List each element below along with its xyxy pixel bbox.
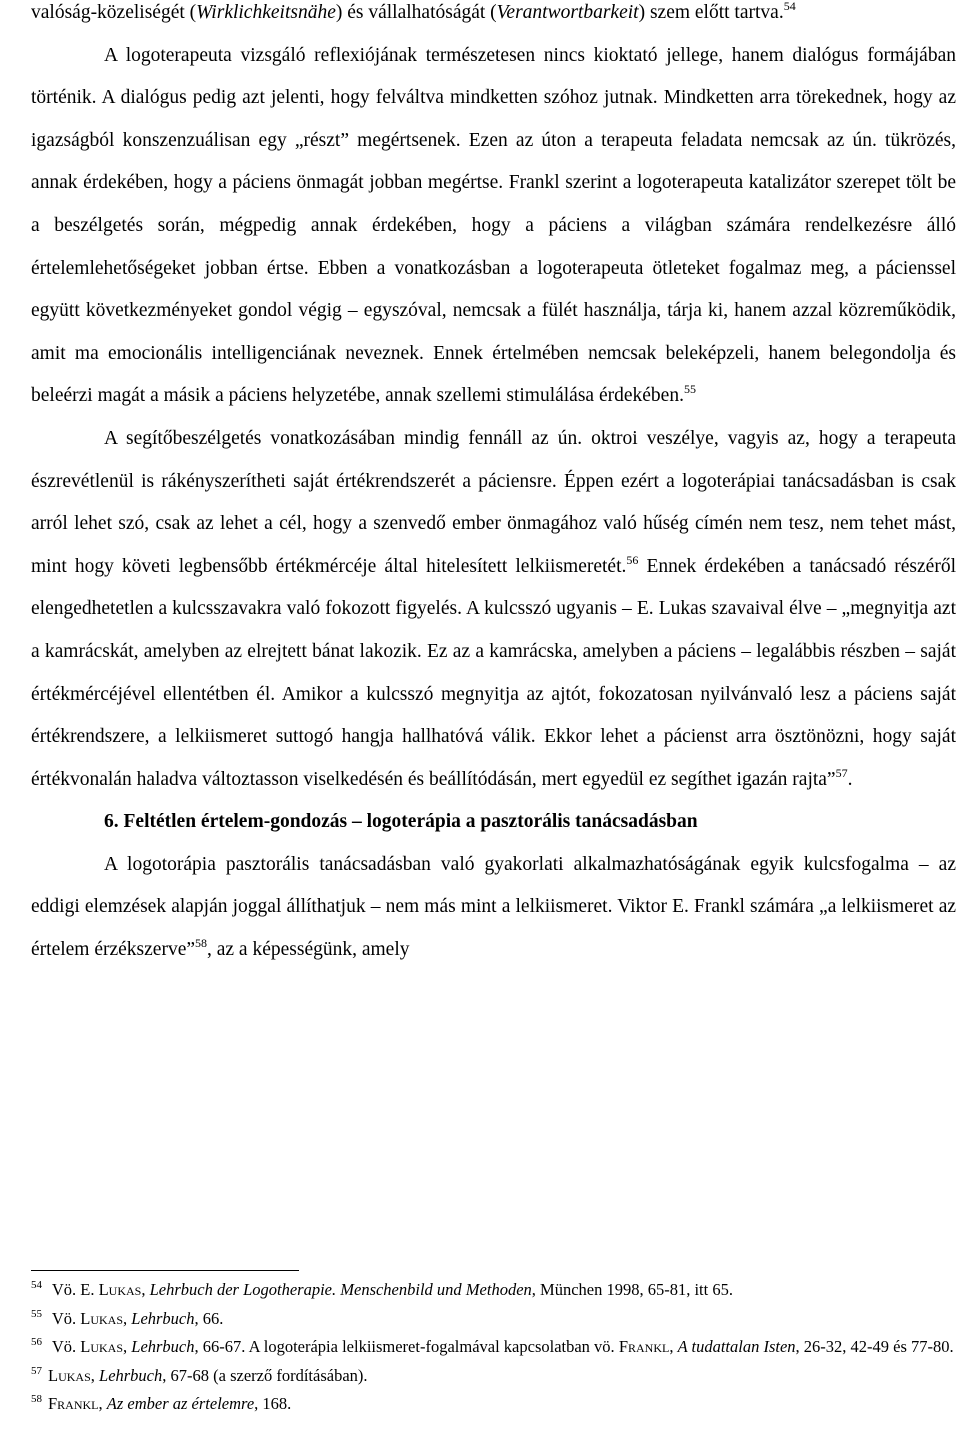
text-run: , — [123, 1337, 132, 1356]
italic-term: Verantwortbarkeit — [496, 2, 639, 23]
text-run: A logotorápia pasztorális tanácsadásban való gyakorlati alkalmazhatóságának egyik kulcsfogalma – az eddigi elemzések alapján joggal állíthatjuk – nem más mint a lelkiismeret. Viktor E. Frankl számára „a lelkiismeret az értelem érzékszerve” — [31, 853, 956, 961]
footnote-ref-58[interactable]: 58 — [195, 936, 207, 951]
book-title: Lehrbuch der Logotherapie. Menschenbild und Methoden — [149, 1280, 532, 1299]
book-title: A tudattalan Isten — [677, 1337, 796, 1356]
footnote-57 — [31, 1363, 956, 1392]
book-title: Az ember az értelemre — [106, 1394, 255, 1413]
book-title: Lehrbuch — [131, 1337, 195, 1356]
text-run: , — [123, 1308, 132, 1328]
footnote-number: 56 — [31, 1336, 42, 1348]
author-name: Lukas — [80, 1337, 124, 1356]
footnote-number: 55 — [31, 1307, 42, 1320]
text-run: , — [669, 1337, 678, 1356]
paragraph-3 — [31, 418, 956, 801]
text-run: valóság-közeliségét ( — [31, 2, 197, 23]
footnote-55 — [31, 1306, 956, 1335]
author-name: Lukas — [80, 1308, 124, 1328]
text-run: , — [141, 1280, 150, 1299]
text-run: Ennek érdekében a tanácsadó részéről elengedhetetlen a kulcsszavakra való fokozott figyelés. A kulcsszó ugyanis – E. Lukas szavaival élve – „megnyitja azt a kamrácskát, amelyben az elrejtett bánat lakozik. Ez az a kamrácska, amelyben a páciens – legalábbis részben – saját értékmércéjével ellentétben él. Amikor a kulcsszó megnyitja az ajtót, fokozatosan nyilvánvaló lesz a páciens saját értékrendszere, a lelkiismeret suttogó hangja hallhatóvá válik. Ekkor lehet a pácienst arra ösztönözni, hogy saját értékvonalán haladva változtasson viselkedésén és beállítódásán, mert egyedül ez segíthet igazán rajta” — [31, 555, 956, 790]
footnote-number: 58 — [31, 1393, 42, 1405]
main-text — [31, 0, 956, 972]
text-run: , 26-32, 42-49 és 77-80. — [795, 1337, 954, 1356]
paragraph-1 — [31, 0, 956, 35]
footnotes — [31, 1277, 956, 1420]
book-title: Lehrbuch — [99, 1365, 163, 1385]
section-heading: 6. Feltétlen értelem-gondozás – logoterápia a pasztorális tanácsadásban — [104, 811, 698, 833]
footnote-number: 54 — [31, 1279, 42, 1291]
italic-term: Wirklichkeitsnähe — [196, 2, 336, 23]
text-run: . — [847, 768, 853, 790]
text-run: Vö. — [48, 1308, 81, 1328]
paragraph-2 — [31, 35, 956, 418]
text-run: ) és vállalhatóságát ( — [335, 2, 497, 23]
author-name: Lukas — [98, 1280, 142, 1299]
text-run: Vö. E. — [48, 1280, 99, 1299]
author-name: Frankl — [48, 1394, 99, 1413]
text-run: ) szem előtt tartva. — [638, 2, 784, 23]
text-run: , München 1998, 65-81, itt 65. — [531, 1280, 733, 1299]
text-run: , 66. — [194, 1308, 224, 1328]
footnote-ref-57[interactable]: 57 — [835, 765, 848, 780]
footnote-number: 57 — [31, 1364, 42, 1377]
text-run: , 67-68 (a szerző fordításában). — [162, 1365, 368, 1385]
text-run: , 66-67. A logoterápia lelkiismeret-fogalmával kapcsolatban vö. — [194, 1337, 619, 1356]
text-run: Vö. — [48, 1337, 81, 1356]
paragraph-4 — [31, 844, 956, 972]
footnote-separator — [31, 1270, 299, 1271]
footnote-ref-55[interactable]: 55 — [683, 382, 696, 397]
text-run: , — [98, 1394, 107, 1413]
text-run: , az a képességünk, amely — [207, 939, 410, 961]
document-page — [31, 0, 956, 1413]
text-run: A logoterapeuta vizsgáló reflexiójának természetesen nincs kioktató jellege, hanem dialógus formájában történik. A dialógus pedig azt jelenti, hogy felváltva mindketten szóhoz jutnak. Mindketten arra törekednek, hogy az igazságból konszenzuálisan egy „részt” megértsenek. Ezen az úton a terapeuta feladata nemcsak az ún. tükrözés, annak érdekében, hogy a páciens önmagát jobban megértse. Frankl szerint a logoterapeuta katalizátor szerepet tölt be a beszélgetés során, mégpedig annak érdekében, hogy a páciens a világban számára rendelkezésre álló értelemlehetőségeket jobban értse. Ebben a vonatkozásban a logoterapeuta ötleteket fogalmaz meg, a pácienssel együtt következményeket gondol végig – egyszóval, nemcsak a fülét használja, tárja ki, hanem azzal közreműködik, amit ma emocionális intelligenciának neveznek. Ennek értelmében nemcsak beleképzeli, hanem belegondolja és beleérzi magát a másik a páciens helyzetébe, annak szellemi stimulálása érdekében. — [31, 44, 956, 407]
author-name: Frankl — [618, 1337, 670, 1356]
footnote-ref-54[interactable]: 54 — [783, 0, 796, 13]
footnote-56 — [31, 1334, 956, 1363]
footnote-ref-56[interactable]: 56 — [626, 552, 639, 567]
text-run: A segítőbeszélgetés vonatkozásában mindig fennáll az ún. oktroi veszélye, vagyis az, hogy a terapeuta észrevétlenül is rákényszerítheti saját értékrendszerét a páciensre. Éppen ezért a logoterápiai tanácsadásban is csak arról lehet szó, csak az lehet a cél, hogy a szenvedő ember önmagához való hűség címén nem tesz, nem tehet mást, mint hogy követi legbensőbb értékmércéje által hitelesített lelkiismeretét. — [31, 427, 956, 577]
text-run: , 168. — [254, 1394, 292, 1413]
book-title: Lehrbuch — [131, 1308, 195, 1328]
text-run: , — [90, 1365, 100, 1385]
author-name: Lukas — [48, 1365, 91, 1385]
footnote-54 — [31, 1277, 956, 1306]
footnote-58 — [31, 1391, 956, 1420]
